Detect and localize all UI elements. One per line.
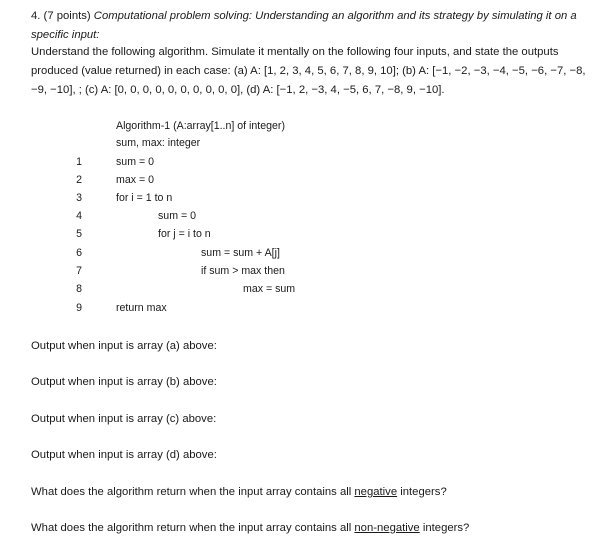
code-line: for j = i to n (158, 228, 211, 240)
code-line: max = 0 (116, 174, 154, 186)
output-prompt-d: Output when input is array (d) above: (31, 449, 217, 461)
algorithm-header: Algorithm-1 (A:array[1..n] of integer) (116, 120, 285, 132)
algorithm-block (0, 116, 609, 326)
line-number: 2 (76, 174, 82, 186)
line-number: 9 (76, 302, 82, 314)
question-number-points: 4. (7 points) (31, 10, 91, 22)
underlined-term: non-negative (354, 522, 420, 534)
line-number: 8 (76, 283, 82, 295)
output-prompt-b: Output when input is array (b) above: (31, 376, 217, 388)
question-title: Computational problem solving: Understanding an algorithm and its strategy by simulating it on a specific input: (31, 10, 577, 41)
algorithm-declaration: sum, max: integer (116, 137, 201, 149)
line-number: 6 (76, 247, 82, 259)
underlined-term: negative (354, 486, 398, 498)
output-prompt-c: Output when input is array (c) above: (31, 413, 217, 425)
line-number: 3 (76, 192, 82, 204)
question-heading (31, 7, 596, 45)
question-body: Understand the following algorithm. Simulate it mentally on the following four inputs, and state the outputs produced (value returned) in each case: (a) A: [1, 2, 3, 4, 5, 6, 7, 8, 9, 10]; (b) A: [−1, −2, −3, −4, −5, −6, −7, −8, −9, −10], ; (c) A: [0, 0, 0, 0, 0, 0, 0, 0, 0, 0], (d) A: [−1, 2, −3, 4, −5, 6, 7, −8, 9, −10]. (31, 46, 586, 96)
code-line: sum = 0 (158, 210, 196, 222)
code-line: return max (116, 302, 167, 314)
code-line: sum = 0 (116, 156, 154, 168)
question-all-nonnegative: What does the algorithm return when the input array contains all non-negative integers? (31, 522, 470, 534)
line-number: 7 (76, 265, 82, 277)
question-all-negative: What does the algorithm return when the input array contains all negative integers? (31, 486, 447, 498)
code-line: sum = sum + A[j] (201, 247, 280, 259)
output-prompt-a: Output when input is array (a) above: (31, 340, 217, 352)
line-number: 4 (76, 210, 82, 222)
code-line: for i = 1 to n (116, 192, 173, 204)
code-line: if sum > max then (201, 265, 285, 277)
line-number: 5 (76, 228, 82, 240)
line-number: 1 (76, 156, 82, 168)
code-line: max = sum (243, 283, 296, 295)
